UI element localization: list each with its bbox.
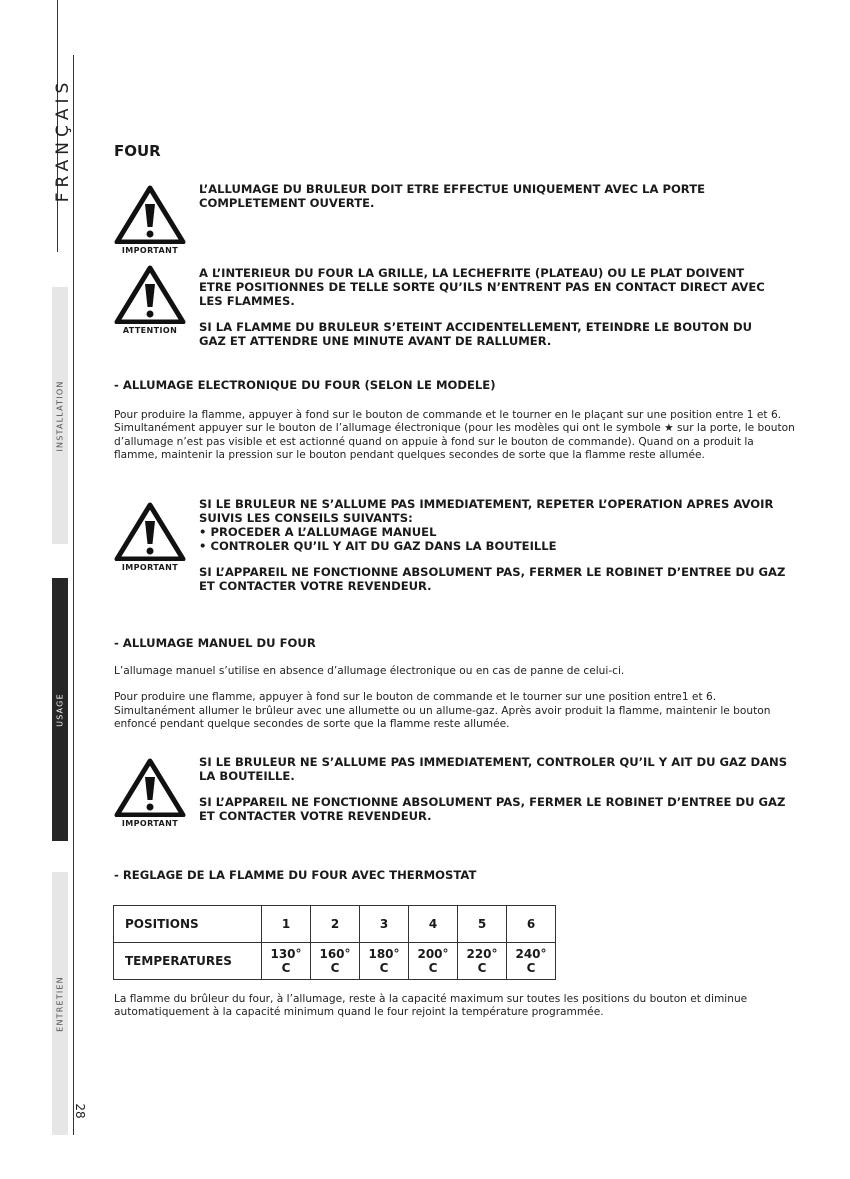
table-row bbox=[114, 943, 556, 980]
important-label: IMPORTANT bbox=[121, 819, 179, 828]
warning-icon bbox=[114, 264, 186, 340]
tab-entretien[interactable]: ENTRETIEN bbox=[52, 872, 68, 1135]
sidebar-main-rule bbox=[73, 55, 74, 1135]
table-cell: 160° C bbox=[311, 943, 360, 980]
table-cell: 2 bbox=[311, 906, 360, 943]
important-label: IMPORTANT bbox=[121, 563, 179, 572]
language-label: FRANÇAIS bbox=[53, 77, 73, 203]
important-label: IMPORTANT bbox=[121, 246, 179, 255]
table-cell: 4 bbox=[409, 906, 458, 943]
warning-block-4: SI LE BRULEUR NE S’ALLUME PAS IMMEDIATEMENT, CONTROLER QU’IL Y AIT DU GAZ DANS LA BOUTEILLE. SI L’APPAREIL NE FONCTIONNE ABSOLUMENT PAS, FERMER LE ROBINET D’ENTREE DU GAZ ET CONTACTER VOTRE REVENDEUR. bbox=[199, 755, 788, 823]
table-row-header: TEMPERATURES bbox=[114, 943, 262, 980]
tab-installation[interactable]: INSTALLATION bbox=[52, 287, 68, 544]
table-cell: 1 bbox=[262, 906, 311, 943]
tab-usage[interactable]: USAGE bbox=[52, 578, 68, 841]
section-heading-thermostat: - REGLAGE DE LA FLAMME DU FOUR AVEC THERMOSTAT bbox=[114, 868, 477, 882]
warning-icon bbox=[114, 184, 186, 260]
section-heading-manual: - ALLUMAGE MANUEL DU FOUR bbox=[114, 636, 316, 650]
thermostat-table bbox=[113, 905, 556, 980]
attention-label: ATTENTION bbox=[122, 326, 178, 335]
section-text-manual: L’allumage manuel s’utilise en absence d’allumage électronique ou en cas de panne de celui-ci. Pour produire une flamme, appuyer à fond sur le bouton de commande et le tourner sur une position entre1 et 6. Simultanément allumer le brûleur avec une allumette ou un allume-gaz. Après avoir produit la flamme, maintenir le bouton enfoncé pendant quelque secondes de sorte que la flamme reste allumée. bbox=[114, 665, 771, 731]
table-cell: 3 bbox=[360, 906, 409, 943]
page-number: 28 bbox=[73, 1103, 87, 1119]
table-cell: 130° C bbox=[262, 943, 311, 980]
table-cell: 6 bbox=[507, 906, 556, 943]
warning-block-1: L’ALLUMAGE DU BRULEUR DOIT ETRE EFFECTUE UNIQUEMENT AVEC LA PORTE COMPLETEMENT OUVERTE. bbox=[199, 182, 706, 210]
page-title: FOUR bbox=[114, 142, 161, 160]
table-cell: 5 bbox=[458, 906, 507, 943]
table-cell: 180° C bbox=[360, 943, 409, 980]
section-text-thermostat: La flamme du brûleur du four, à l’allumage, reste à la capacité maximum sur toutes les positions du bouton et diminue automatiquement à la capacité minimum quand le four rejoint la température programmée. bbox=[114, 993, 748, 1019]
table-cell: 220° C bbox=[458, 943, 507, 980]
warning-block-2: A L’INTERIEUR DU FOUR LA GRILLE, LA LECHEFRITE (PLATEAU) OU LE PLAT DOIVENT ETRE POSITIONNES DE TELLE SORTE QU’ILS N’ENTRENT PAS EN CONTACT DIRECT AVEC LES FLAMMES. SI LA FLAMME DU BRULEUR S’ETEINT ACCIDENTELLEMENT, ETEINDRE LE BOUTON DU GAZ ET ATTENDRE UNE MINUTE AVANT DE RALLUMER. bbox=[199, 266, 765, 348]
section-text-electronic: Pour produire la flamme, appuyer à fond sur le bouton de commande et le tourner en le plaçant sur une position entre 1 et 6. Simultanément appuyer sur le bouton de l’allumage électronique (pour les modèles qui ont le symbole ★ sur la porte, le bouton d’allumage n’est pas visible et est actionné quand on appuie à fond sur le bouton de commande). Quand on a produit la flamme, maintenir la pression sur le bouton pendant quelques secondes de sorte que la flamme reste allumée. bbox=[114, 409, 795, 462]
table-row bbox=[114, 906, 556, 943]
warning-icon bbox=[114, 757, 186, 833]
table-cell: 240° C bbox=[507, 943, 556, 980]
warning-block-3: SI LE BRULEUR NE S’ALLUME PAS IMMEDIATEMENT, REPETER L’OPERATION APRES AVOIR SUIVIS LES CONSEILS SUIVANTS: • PROCEDER A L’ALLUMAGE MANUEL • CONTROLER QU’IL Y AIT DU GAZ DANS LA BOUTEILLE SI L’APPAREIL NE FONCTIONNE ABSOLUMENT PAS, FERMER LE ROBINET D’ENTREE DU GAZ ET CONTACTER VOTRE REVENDEUR. bbox=[199, 497, 786, 593]
warning-icon bbox=[114, 501, 186, 577]
section-heading-electronic: - ALLUMAGE ELECTRONIQUE DU FOUR (SELON LE MODELE) bbox=[114, 378, 496, 392]
table-row-header: POSITIONS bbox=[114, 906, 262, 943]
table-cell: 200° C bbox=[409, 943, 458, 980]
